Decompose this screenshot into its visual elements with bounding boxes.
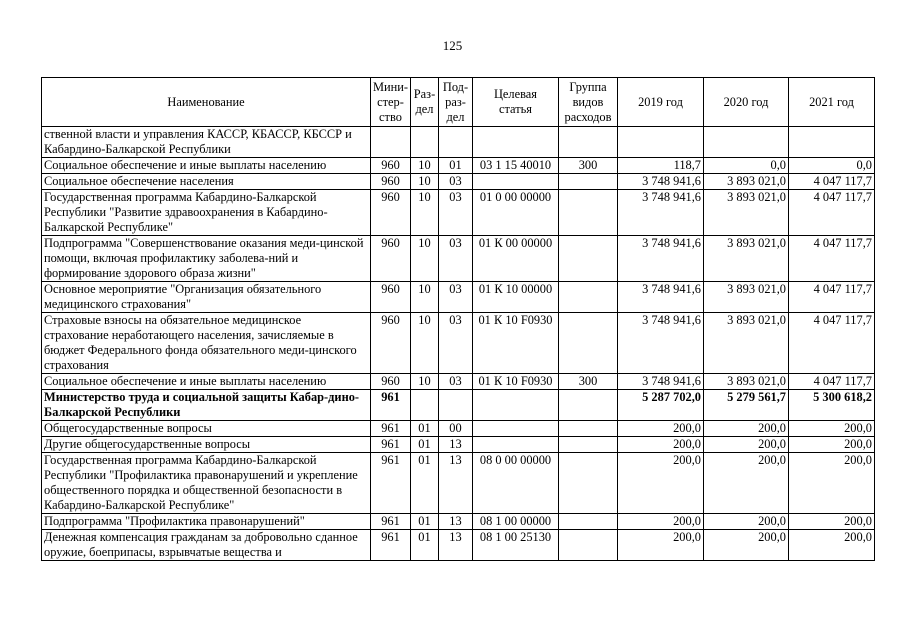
cell-2021: 200,0 [789,514,875,530]
table-row [42,282,875,313]
cell-2021: 4 047 117,7 [789,190,875,236]
cell-name: Социальное обеспечение населения [42,174,371,190]
table-body [42,127,875,561]
cell-name: Социальное обеспечение и иные выплаты населению [42,158,371,174]
cell-2019: 200,0 [618,514,704,530]
cell-target [473,421,559,437]
header-section: Раз- дел [411,78,439,127]
table-row [42,127,875,158]
cell-group [559,453,618,514]
cell-2020: 200,0 [704,530,789,561]
header-name: Наименование [42,78,371,127]
cell-target: 01 К 10 00000 [473,282,559,313]
cell-name: Министерство труда и социальной защиты Кабар-дино-Балкарской Республики [42,390,371,421]
cell-2019: 3 748 941,6 [618,282,704,313]
cell-group [559,390,618,421]
cell-2020: 3 893 021,0 [704,374,789,390]
cell-section: 01 [411,437,439,453]
cell-target: 03 1 15 40010 [473,158,559,174]
cell-section: 10 [411,313,439,374]
cell-2019: 3 748 941,6 [618,190,704,236]
cell-ministry: 960 [371,158,411,174]
cell-subsection [439,390,473,421]
cell-ministry: 961 [371,421,411,437]
cell-name: Основное мероприятие "Организация обязательного медицинского страхования" [42,282,371,313]
cell-section: 10 [411,236,439,282]
cell-group [559,282,618,313]
cell-target [473,127,559,158]
cell-ministry: 961 [371,453,411,514]
cell-2020: 3 893 021,0 [704,313,789,374]
cell-section [411,390,439,421]
header-2021: 2021 год [789,78,875,127]
header-subsection: Под- раз- дел [439,78,473,127]
cell-target: 01 К 10 F0930 [473,313,559,374]
cell-2019: 3 748 941,6 [618,374,704,390]
cell-ministry: 961 [371,530,411,561]
cell-group [559,514,618,530]
cell-2020: 200,0 [704,453,789,514]
cell-2019: 200,0 [618,437,704,453]
cell-target [473,437,559,453]
table-row [42,390,875,421]
cell-2019: 200,0 [618,530,704,561]
cell-section: 10 [411,190,439,236]
cell-2020: 200,0 [704,514,789,530]
cell-2020 [704,127,789,158]
cell-ministry: 961 [371,390,411,421]
cell-group [559,530,618,561]
cell-2019: 3 748 941,6 [618,236,704,282]
cell-section: 10 [411,374,439,390]
cell-section: 10 [411,174,439,190]
cell-2020: 0,0 [704,158,789,174]
cell-section: 01 [411,514,439,530]
cell-name: Социальное обеспечение и иные выплаты населению [42,374,371,390]
cell-2020: 3 893 021,0 [704,236,789,282]
cell-2020: 5 279 561,7 [704,390,789,421]
cell-2021: 4 047 117,7 [789,236,875,282]
cell-name: Денежная компенсация гражданам за добровольно сданное оружие, боеприпасы, взрывчатые вещества и [42,530,371,561]
cell-target: 01 0 00 00000 [473,190,559,236]
header-group: Группа видов расходов [559,78,618,127]
cell-target [473,390,559,421]
cell-subsection: 00 [439,421,473,437]
cell-2019: 3 748 941,6 [618,174,704,190]
cell-name: Страховые взносы на обязательное медицинское страхование неработающего населения, зачисляемые в бюджет Федерального фонда обязательного меди-цинского страхования [42,313,371,374]
table-row [42,313,875,374]
cell-ministry: 960 [371,282,411,313]
table-row [42,236,875,282]
cell-2021: 200,0 [789,421,875,437]
cell-target: 08 1 00 25130 [473,530,559,561]
cell-ministry: 961 [371,437,411,453]
cell-2019: 5 287 702,0 [618,390,704,421]
cell-name: Подпрограмма "Совершенствование оказания меди-цинской помощи, включая профилактику заболева-ний и формирование здорового образа жизни" [42,236,371,282]
page-number: 125 [442,38,463,53]
cell-target [473,174,559,190]
cell-ministry: 960 [371,313,411,374]
cell-section: 01 [411,530,439,561]
table-row [42,190,875,236]
cell-subsection: 03 [439,236,473,282]
cell-2021: 4 047 117,7 [789,174,875,190]
cell-group [559,174,618,190]
header-2019: 2019 год [618,78,704,127]
cell-2019 [618,127,704,158]
table-row [42,374,875,390]
cell-group: 300 [559,374,618,390]
cell-subsection: 03 [439,282,473,313]
header-target: Целевая статья [473,78,559,127]
cell-target: 08 1 00 00000 [473,514,559,530]
cell-2019: 200,0 [618,421,704,437]
cell-subsection: 03 [439,313,473,374]
cell-name: Государственная программа Кабардино-Балкарской Республики "Развитие здравоохранения в Кабардино-Балкарской Республике" [42,190,371,236]
cell-ministry: 960 [371,236,411,282]
header-ministry: Мини- стер- ство [371,78,411,127]
table-row [42,421,875,437]
cell-2019: 118,7 [618,158,704,174]
table-row [42,453,875,514]
cell-2021: 200,0 [789,437,875,453]
cell-ministry [371,127,411,158]
cell-target: 01 К 00 00000 [473,236,559,282]
cell-2021 [789,127,875,158]
cell-group [559,313,618,374]
cell-group [559,127,618,158]
table-row [42,530,875,561]
table-row [42,174,875,190]
cell-group [559,437,618,453]
cell-ministry: 960 [371,190,411,236]
cell-2021: 4 047 117,7 [789,374,875,390]
cell-ministry: 961 [371,514,411,530]
cell-subsection: 01 [439,158,473,174]
cell-section: 01 [411,421,439,437]
cell-section: 01 [411,453,439,514]
cell-subsection: 03 [439,190,473,236]
cell-2021: 0,0 [789,158,875,174]
cell-group: 300 [559,158,618,174]
cell-subsection: 03 [439,374,473,390]
cell-name: Государственная программа Кабардино-Балкарской Республики "Профилактика правонарушений и укрепление общественного порядка и общественной безопасности в Кабардино-Балкарской Республике" [42,453,371,514]
cell-target: 08 0 00 00000 [473,453,559,514]
cell-2020: 3 893 021,0 [704,190,789,236]
cell-ministry: 960 [371,174,411,190]
header-2020: 2020 год [704,78,789,127]
cell-subsection: 03 [439,174,473,190]
table-header [42,78,875,127]
cell-ministry: 960 [371,374,411,390]
cell-2019: 3 748 941,6 [618,313,704,374]
cell-subsection [439,127,473,158]
cell-name: Подпрограмма "Профилактика правонарушений" [42,514,371,530]
cell-2021: 5 300 618,2 [789,390,875,421]
table-row [42,514,875,530]
cell-2020: 200,0 [704,421,789,437]
table-row [42,158,875,174]
cell-subsection: 13 [439,437,473,453]
cell-group [559,190,618,236]
cell-2021: 200,0 [789,530,875,561]
cell-2019: 200,0 [618,453,704,514]
cell-subsection: 13 [439,530,473,561]
cell-group [559,421,618,437]
cell-target: 01 К 10 F0930 [473,374,559,390]
cell-2021: 4 047 117,7 [789,313,875,374]
budget-table [41,77,875,561]
cell-subsection: 13 [439,453,473,514]
cell-section: 10 [411,158,439,174]
cell-2021: 200,0 [789,453,875,514]
table-row [42,437,875,453]
cell-name: ственной власти и управления КАССР, КБАССР, КБССР и Кабардино-Балкарской Республики [42,127,371,158]
cell-subsection: 13 [439,514,473,530]
cell-group [559,236,618,282]
cell-2020: 3 893 021,0 [704,174,789,190]
cell-name: Общегосударственные вопросы [42,421,371,437]
cell-2020: 3 893 021,0 [704,282,789,313]
cell-name: Другие общегосударственные вопросы [42,437,371,453]
cell-section: 10 [411,282,439,313]
cell-2020: 200,0 [704,437,789,453]
cell-section [411,127,439,158]
cell-2021: 4 047 117,7 [789,282,875,313]
